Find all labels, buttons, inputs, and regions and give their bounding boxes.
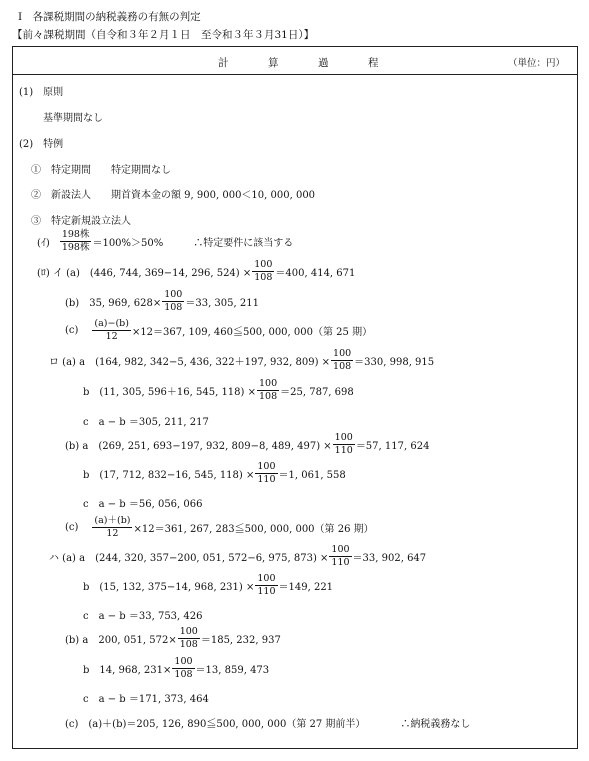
fraction-denominator: 110 [257, 473, 276, 485]
fraction-denominator: 110 [331, 556, 350, 568]
header-row [13, 47, 577, 75]
principle-label: (1) 原則 [19, 87, 64, 98]
fraction-denominator: 198株 [61, 241, 90, 253]
fraction-numerator: (a)＋(b) [94, 515, 131, 526]
specified-new-corporation-line: ③ 特定新規設立法人 [31, 216, 131, 227]
fraction-denominator: 108 [254, 271, 273, 283]
fraction-numerator: (a)−(b) [94, 318, 129, 329]
calc-lo-b-a [65, 433, 429, 455]
fraction-denominator: 12 [92, 527, 132, 539]
fraction-numerator: 100 [259, 378, 278, 389]
calc-ha-a-c: c a − b ＝33, 753, 426 [83, 611, 203, 622]
fraction-numerator: 100 [257, 573, 276, 584]
fraction [257, 379, 279, 401]
calc-ha-b-b [83, 657, 269, 679]
calc-i [37, 230, 293, 252]
fraction-denominator: 12 [92, 330, 131, 342]
calc-prefix: b (15, 132, 375−14, 968, 231) × [83, 581, 255, 593]
calc-prefix: (b) a (269, 251, 693−197, 932, 809−8, 489, 497) × [65, 440, 332, 452]
calc-result: ＝330, 998, 915 [354, 356, 435, 368]
calc-ha-b-c: c a − b ＝171, 373, 464 [83, 694, 209, 705]
specific-period-line: ① 特定期間 特定期間なし [31, 165, 171, 176]
fraction-numerator: 100 [333, 348, 352, 359]
section-title: Ⅰ 各課税期間の納税義務の有無の判定 [18, 11, 201, 23]
calc-result: ＝33, 305, 211 [185, 297, 259, 309]
principle-body: 基準期間なし [43, 113, 103, 124]
new-corporation-line: ② 新設法人 期首資本金の額 9, 900, 000＜10, 000, 000 [31, 190, 316, 201]
calc-lo-c [65, 516, 374, 538]
calc-result: ×12＝361, 267, 283≦500, 000, 000（第 26 期） [133, 523, 374, 535]
calc-result: ＝1, 061, 558 [278, 469, 346, 481]
fraction-numerator: 100 [331, 544, 350, 555]
calc-prefix: ハ (a) a (244, 320, 357−200, 051, 572−6, 975, 873) × [49, 552, 329, 564]
calc-result: ＝57, 117, 624 [355, 440, 430, 452]
calc-result: ＝33, 902, 647 [352, 552, 427, 564]
exception-label: (2) 特例 [19, 139, 64, 150]
calc-ha-a-a [49, 545, 426, 567]
calculation-box [12, 46, 578, 749]
header-char-3: 過 [318, 57, 329, 69]
header-char-2: 算 [268, 57, 279, 69]
calc-ha-a-b [83, 574, 333, 596]
calc-prefix: ロ (a) a (164, 982, 342−5, 436, 322＋197, 932, 809) × [49, 356, 331, 368]
calc-ha-c-conclusion: (c) (a)＋(b)＝205, 126, 890≦500, 000, 000（第 27 期前半） ∴納税義務なし [65, 719, 471, 730]
fraction [172, 657, 194, 679]
header-char-4: 程 [368, 57, 379, 69]
fraction [178, 627, 200, 649]
fraction-numerator: 100 [334, 432, 353, 443]
fraction-denominator: 108 [259, 390, 278, 402]
fraction-denominator: 108 [179, 638, 198, 650]
period-subtitle: 【前々課税期間（自令和３年２月１日 至令和３年３月31日）】 [12, 29, 315, 41]
fraction [162, 290, 184, 312]
calc-prefix: b (11, 305, 596＋16, 545, 118) × [83, 386, 256, 398]
calc-result: ＝25, 787, 698 [280, 386, 354, 398]
fraction-numerator: 100 [164, 289, 183, 300]
fraction [255, 462, 277, 484]
fraction [60, 230, 92, 252]
calc-result: ＝100%＞50% ∴特定要件に該当する [92, 237, 294, 249]
calc-prefix: b 14, 968, 231× [83, 664, 172, 676]
calc-result: ＝149, 221 [278, 581, 334, 593]
fraction-numerator: 100 [254, 259, 273, 270]
calc-lo-a-b [83, 379, 354, 401]
calc-prefix: b (17, 712, 832−16, 545, 118) × [83, 469, 255, 481]
calc-result: ×12＝367, 109, 460≦500, 000, 000（第 25 期） [131, 326, 373, 338]
calc-lo-b-b [83, 462, 346, 484]
fraction [255, 574, 277, 596]
fraction [92, 319, 131, 341]
calc-lo-b-c: c a − b ＝56, 056, 066 [83, 499, 203, 510]
fraction-denominator: 110 [257, 585, 276, 597]
fraction-denominator: 108 [164, 301, 183, 313]
fraction [333, 433, 355, 455]
calc-ha-b-a [65, 627, 281, 649]
calc-prefix: (c) [65, 324, 79, 336]
fraction [329, 545, 351, 567]
fraction-numerator: 100 [179, 626, 198, 637]
calc-prefix: (b) 35, 969, 628× [65, 297, 162, 309]
calc-lo-a-c: c a − b ＝305, 211, 217 [83, 417, 209, 428]
fraction [252, 260, 274, 282]
calc-result: ＝400, 414, 671 [275, 267, 356, 279]
calc-ro-b [65, 290, 259, 312]
calc-prefix: (b) a 200, 051, 572× [65, 634, 177, 646]
calc-lo-a-a [49, 349, 434, 371]
unit-label: （単位：円） [507, 58, 565, 69]
calc-prefix: (c) [65, 521, 79, 533]
fraction [331, 349, 353, 371]
calc-result: ＝185, 232, 937 [200, 634, 281, 646]
calc-prefix: (ｲ) [37, 237, 50, 249]
calc-prefix: (ﾛ) イ (a) (446, 744, 369−14, 296, 524) × [37, 267, 252, 279]
calc-ro-a [37, 260, 355, 282]
calc-result: ＝13, 859, 473 [195, 664, 270, 676]
fraction-denominator: 110 [334, 444, 353, 456]
fraction-denominator: 108 [333, 360, 352, 372]
fraction-numerator: 100 [174, 656, 193, 667]
fraction [92, 516, 132, 538]
fraction-denominator: 108 [174, 668, 193, 680]
calc-ro-c [65, 319, 372, 341]
header-char-1: 計 [218, 57, 229, 69]
fraction-numerator: 100 [257, 461, 276, 472]
fraction-numerator: 198株 [61, 229, 90, 240]
